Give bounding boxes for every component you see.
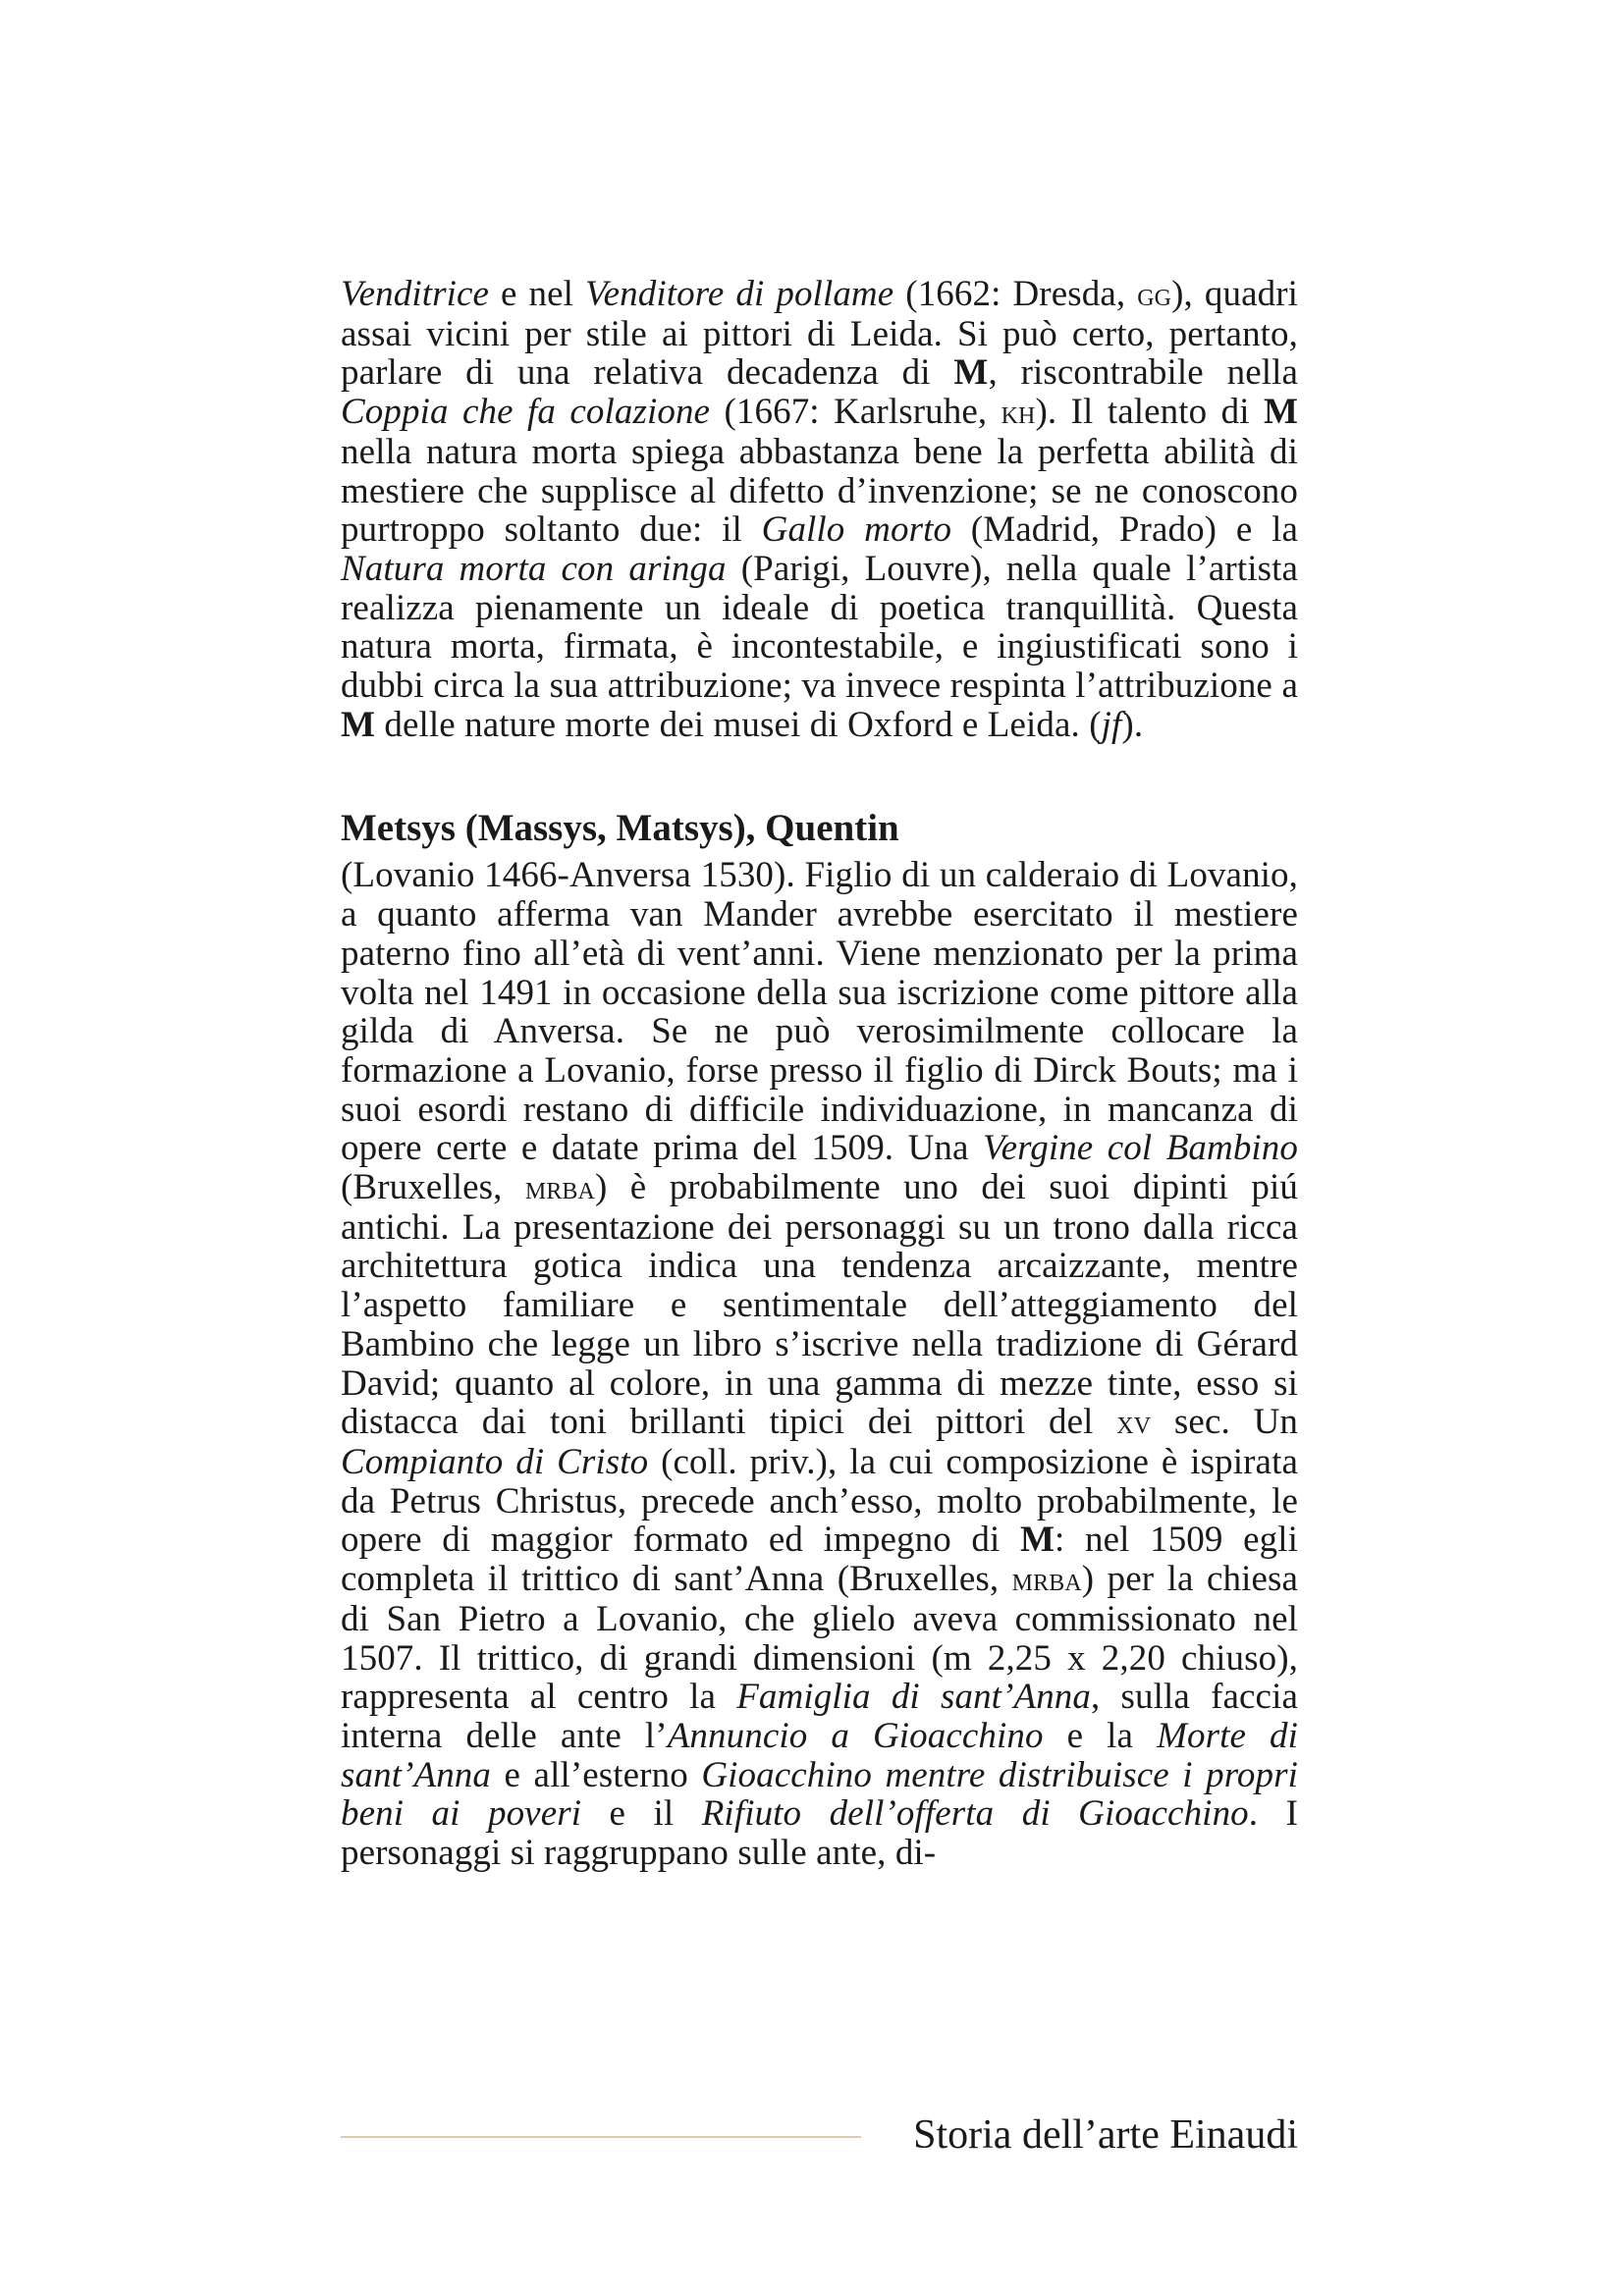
text-run: , riscontrabile nella [988,352,1298,394]
text-run: . I personaggi si raggruppano sulle ante, di- [341,1793,1298,1874]
museum-abbrev: kh [1001,395,1036,432]
text-column [341,275,1298,1873]
text-run: (1667: Karlsruhe, [710,392,1001,433]
artist-initial: M [953,352,989,394]
text-run: sec. Un [1151,1402,1298,1443]
text-run: ) è probabilmente uno dei suoi dipinti piú antichi. La presentazione dei personaggi su un trono dalla ricca architettura gotica indica una tendenza arcaizzante, mentre l’aspetto familiare e sentimentale dell’atteggiamento del Bambino che legge un libro s’iscrive nella tradizione di Gérard David; quanto al colore, in una gamma di mezze tinte, esso si distacca dai toni brillanti tipici dei pittori del [341,1167,1298,1443]
text-run: e all’esterno [491,1754,702,1795]
museum-abbrev: mrba [1011,1562,1082,1599]
paragraph-continuation [341,275,1298,744]
entry-body [341,856,1298,1872]
text-run: e la [1043,1715,1158,1756]
text-run: delle nature morte dei musei di Oxford e Leida. ( [375,704,1102,745]
text-run: (Madrid, Prado) e la [951,509,1298,551]
artwork-title: Famiglia di sant’Anna [736,1677,1091,1718]
artist-initial: M [1263,392,1299,433]
text-run: ). [1121,704,1144,745]
century-numeral: xv [1116,1405,1152,1442]
artwork-title: Gioacchino mentre distribuisce i propri beni ai poveri [341,1754,1298,1835]
text-run: e nel [489,274,586,314]
text-run: ). Il talento di [1035,392,1264,433]
text-run: : nel 1509 egli completa il trittico di sant’Anna (Bruxelles, [341,1520,1298,1600]
artwork-title: Gallo morto [761,509,952,551]
footer-publisher: Storia dell’arte Einaudi [913,2112,1298,2158]
artist-initial: M [341,704,376,745]
artist-initial: M [1019,1520,1055,1561]
author-initials: jf [1101,704,1122,745]
text-run: (coll. priv.), la cui composizione è ispirata da Petrus Christus, precede anch’esso, molto probabilmente, le opere di maggior formato ed impegno di [341,1441,1298,1561]
artwork-title: Morte di sant’Anna [341,1715,1298,1795]
entry-heading: Metsys (Massys, Matsys), Quentin [341,807,899,850]
text-run: (Bruxelles, [341,1167,525,1208]
text-run: (Lovanio 1466-Anversa 1530). Figlio di un calderaio di Lovanio, a quanto afferma van Mander avrebbe esercitato il mestiere paterno fino all’età di vent’anni. Viene menzionato per la prima volta nel 1491 in occasione della sua iscrizione come pittore alla gilda di Anversa. Se ne può verosimilmente collocare la formazione a Lovanio, forse presso il figlio di Dirck Bouts; ma i suoi esordi restano di difficile individuazione, in mancanza di opere certe e datate prima del 1509. Una [341,855,1298,1169]
artwork-title: Natura morta con aringa [341,548,727,589]
text-run: ), quadri assai vicini per stile ai pittori di Leida. Si può certo, pertanto, parlare di una relativa decadenza di [341,274,1298,394]
text-run: ) per la chiesa di San Pietro a Lovanio, che glielo aveva commissionato nel 1507. Il trittico, di grandi dimensioni (m 2,25 x 2,20 chiuso), rappresenta al centro la [341,1559,1298,1718]
artwork-title: Compianto di Cristo [341,1441,649,1482]
museum-abbrev: gg [1137,277,1172,313]
text-run: e il [581,1793,702,1835]
artwork-title: Annuncio a Gioacchino [667,1715,1044,1756]
museum-abbrev: mrba [524,1170,595,1207]
artwork-title: Coppia che fa colazione [341,392,711,433]
artwork-title: Rifiuto dell’offerta di Gioacchino [701,1793,1249,1835]
artwork-title: Venditore di pollame [585,274,894,314]
text-run: nella natura morta spiega abbastanza bene la perfetta abilità di mestiere che supplisce al difetto d’invenzione; se ne conoscono purtroppo soltanto due: il [341,431,1298,551]
artwork-title: Vergine col Bambino [982,1128,1298,1169]
text-run: (Parigi, Louvre), nella quale l’artista realizza pienamente un ideale di poetica tranquillità. Questa natura morta, firmata, è incontestabile, e ingiustificati sono i dubbi circa la sua attribuzione; va invece respinta l’attribuzione a [341,548,1298,707]
text-run: , sulla faccia interna delle ante l’ [341,1677,1298,1756]
text-run: (1662: Dresda, [893,274,1138,314]
artwork-title: Venditrice [341,274,490,314]
